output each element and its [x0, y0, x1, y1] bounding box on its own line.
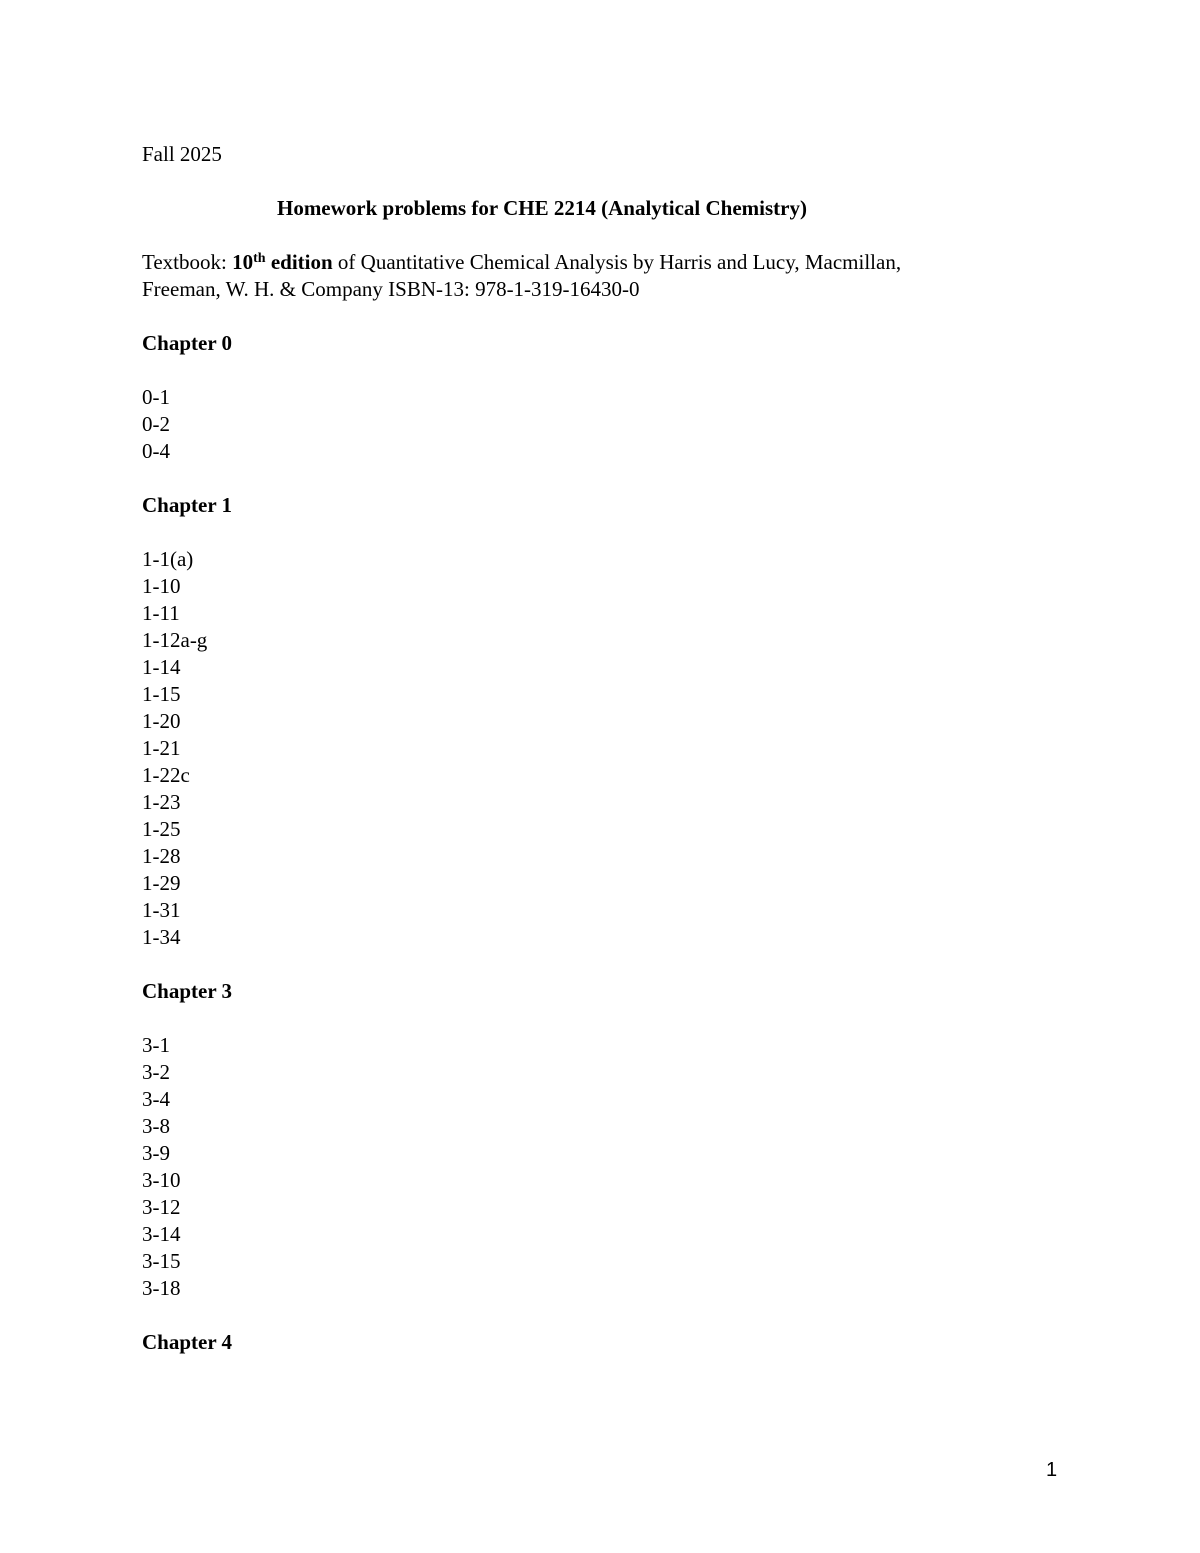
problem-item: 0-2: [142, 412, 170, 436]
textbook-edition: [232, 250, 333, 274]
problem-item: 3-1: [142, 1033, 170, 1057]
problem-item: 3-10: [142, 1168, 181, 1192]
problem-item: 1-10: [142, 574, 181, 598]
problem-list: [142, 1032, 1042, 1302]
problem-item: 3-4: [142, 1087, 170, 1111]
document-page: [142, 141, 1042, 1356]
problem-item: 3-12: [142, 1195, 181, 1219]
edition-superscript: th: [253, 251, 266, 266]
problem-item: 3-8: [142, 1114, 170, 1138]
textbook-info: [142, 249, 1042, 303]
problem-item: 1-22c: [142, 763, 190, 787]
problem-item: 1-29: [142, 871, 181, 895]
chapter-heading: Chapter 0: [142, 331, 233, 355]
problem-item: 3-9: [142, 1141, 170, 1165]
chapter-heading: Chapter 1: [142, 493, 233, 517]
problem-list: [142, 384, 1042, 465]
problem-item: 0-1: [142, 385, 170, 409]
edition-number: 10: [232, 250, 254, 274]
problem-item: 1-21: [142, 736, 181, 760]
problem-item: 1-23: [142, 790, 181, 814]
problem-item: 1-15: [142, 682, 181, 706]
textbook-label: Textbook:: [142, 250, 233, 274]
problem-item: 1-25: [142, 817, 181, 841]
problem-item: 3-2: [142, 1060, 170, 1084]
problem-item: 1-34: [142, 925, 181, 949]
chapter-list: [142, 330, 1042, 1356]
problem-item: 1-11: [142, 601, 180, 625]
problem-item: 1-20: [142, 709, 181, 733]
chapter-heading: Chapter 4: [142, 1330, 233, 1354]
problem-item: 1-1(a): [142, 547, 194, 571]
edition-word: edition: [265, 250, 333, 274]
problem-item: 3-14: [142, 1222, 181, 1246]
term-label: Fall 2025: [142, 142, 222, 166]
page-number: 1: [1046, 1459, 1058, 1481]
problem-item: 3-15: [142, 1249, 181, 1273]
textbook-title-line2: Freeman, W. H. & Company ISBN-13: 978-1-319-16430-0: [142, 277, 640, 301]
problem-item: 1-12a-g: [142, 628, 208, 652]
problem-item: 0-4: [142, 439, 170, 463]
chapter-heading: Chapter 3: [142, 979, 233, 1003]
textbook-title-line1: of Quantitative Chemical Analysis by Harris and Lucy, Macmillan,: [332, 250, 902, 274]
problem-item: 1-14: [142, 655, 181, 679]
problem-item: 1-31: [142, 898, 181, 922]
document-title: Homework problems for CHE 2214 (Analytical Chemistry): [276, 196, 807, 220]
problem-item: 1-28: [142, 844, 181, 868]
problem-list: [142, 546, 1042, 951]
problem-item: 3-18: [142, 1276, 181, 1300]
